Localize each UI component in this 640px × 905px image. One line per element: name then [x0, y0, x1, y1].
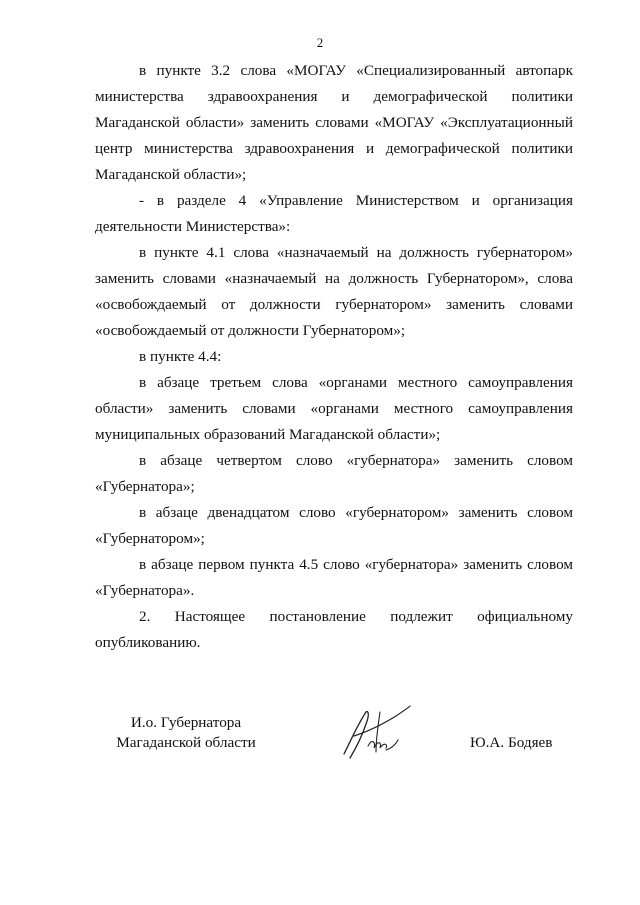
page-number: 2 [316, 35, 324, 50]
signatory-name: Ю.А. Бодяев [470, 734, 553, 751]
paragraph: в абзаце двенадцатом слово «губернатором» заменить словом «Губернатором»; [95, 504, 573, 547]
paragraph: - в разделе 4 «Управление Министерством и организация деятельности Министерства»: [95, 192, 573, 235]
signatory-position [96, 713, 276, 753]
paragraph: в пункте 4.4: [139, 348, 222, 365]
paragraph: в абзаце первом пункта 4.5 слово «губернатора» заменить словом «Губернатора». [95, 556, 573, 599]
paragraph: 2. Настоящее постановление подлежит официальному опубликованию. [95, 608, 577, 651]
paragraph: в абзаце третьем слова «органами местного самоуправления области» заменить словами «органами местного самоуправления муниципальных образований Магаданской области»; [95, 374, 573, 443]
handwritten-signature [336, 702, 416, 764]
paragraph: в абзаце четвертом слово «губернатора» заменить словом «Губернатора»; [95, 452, 573, 495]
paragraph: в пункте 4.1 слова «назначаемый на должность губернатором» заменить словами «назначаемый на должность Губернатором», слова «освобождаемый от должности губернатором» заменить словами «освобождаемый от должности Губернатором»; [95, 244, 573, 339]
signatory-position-line: Магаданской области [116, 734, 256, 751]
document-body [95, 58, 577, 656]
paragraph: в пункте 3.2 слова «МОГАУ «Специализированный автопарк министерства здравоохранения и демографической политики Магаданской области» заменить словами «МОГАУ «Эксплуатационный центр министерства здравоохранения и демографической политики Магаданской области»; [95, 62, 573, 183]
signatory-position-line: И.о. Губернатора [130, 714, 242, 731]
